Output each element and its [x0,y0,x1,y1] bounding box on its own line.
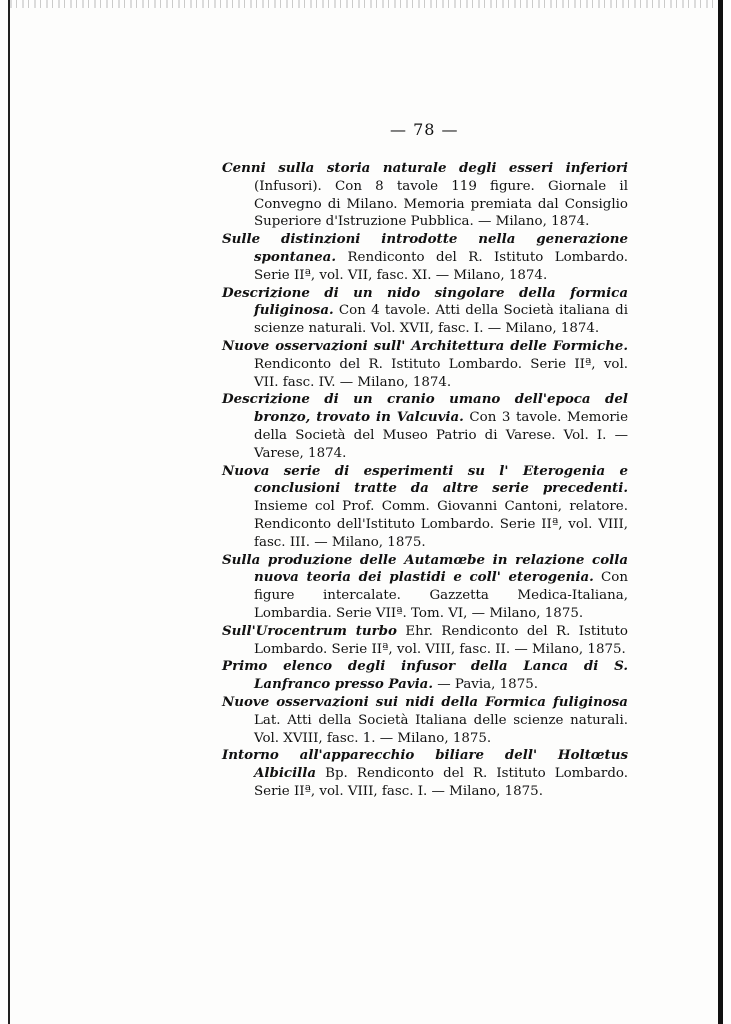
entry-reference: Bp. Rendiconto del R. Istituto Lombardo. Serie IIª, vol. VIII, fasc. I. — Milano, 1875. [254,766,628,799]
bibliography-entry [222,552,628,623]
entry-title: Intorno all'apparecchio biliare dell' Holtœtus Albicilla [222,747,628,782]
entry-title: Nuove osservazioni sui nidi della Formica fuliginosa [222,693,628,710]
bibliography-entry [222,391,628,462]
bibliography-entry [222,747,628,800]
entry-reference: Con 3 tavole. Memorie della Società del Museo Patrio di Varese. Vol. I. — Varese, 1874. [254,410,629,461]
entry-reference: Ehr. Rendiconto del R. Istituto Lombardo. Serie IIª, vol. VIII, fasc. II. — Milano, 1875. [254,623,628,657]
bibliography-entry [222,658,628,694]
entry-reference: Insieme col Prof. Comm. Giovanni Cantoni, relatore. Rendiconto dell'Istituto Lombardo. Serie IIª, vol. VIII, fasc. III. — Milano, 1875. [254,499,628,550]
entry-title: Sulla produzione delle Autamœbe in relazione colla nuova teoria dei plastidi e coll' eterogenia. [222,551,628,586]
entry-reference: (Infusori). Con 8 tavole 119 figure. Giornale il Convegno di Milano. Memoria premiata dal Consiglio Superiore d'Istruzione Pubblica. — Milano, 1874. [254,178,628,230]
entry-reference: Con 4 tavole. Atti della Società italiana di scienze naturali. Vol. XVII, fasc. I. — Milano, 1874. [254,303,628,337]
entry-reference: — Pavia, 1875. [433,677,538,693]
entry-reference: Rendiconto del R. Istituto Lombardo. Serie IIª, vol. VII. fasc. IV. — Milano, 1874. [254,356,628,390]
entry-title: Cenni sulla storia naturale degli esseri inferiori [222,160,628,176]
bibliography-list [222,160,628,801]
entry-title: Nuova serie di esperimenti su l' Eterogenia e conclusioni tratte da altre serie precedenti. [222,462,628,497]
entry-title: Descrizione di un cranio umano dell'epoca del bronzo, trovato in Valcuvia. [222,391,628,426]
bibliography-entry [222,623,628,659]
bibliography-entry [222,160,628,231]
book-page [8,0,723,1024]
bibliography-entry [222,285,628,338]
page-top-edge [10,0,718,8]
bibliography-entry [222,463,628,552]
bibliography-entry [222,338,628,391]
entry-title: Primo elenco degli infusor della Lanca di S. Lanfranco presso Pavia. [222,658,628,693]
entry-reference: Con figure intercalate. Gazzetta Medica-Italiana, Lombardia. Serie VIIª. Tom. VI, — Milano, 1875. [254,570,628,621]
bibliography-entry [222,231,628,284]
entry-title: Sulle distinzioni introdotte nella generazione spontanea. [222,231,628,265]
entry-reference: Lat. Atti della Società Italiana delle scienze naturali. Vol. XVIII, fasc. 1. — Milano, 1875. [254,712,628,746]
entry-title: Descrizione di un nido singolare della formica fuliginosa. [222,284,628,319]
page-number: — 78 — [390,120,459,139]
entry-reference: Rendiconto del R. Istituto Lombardo. Serie IIª, vol. VII, fasc. XI. — Milano, 1874. [254,249,628,283]
entry-title: Sull'Urocentrum turbo [222,622,397,639]
bibliography-entry [222,694,628,747]
entry-title: Nuove osservazioni sull' Architettura delle Formiche. [222,337,628,354]
